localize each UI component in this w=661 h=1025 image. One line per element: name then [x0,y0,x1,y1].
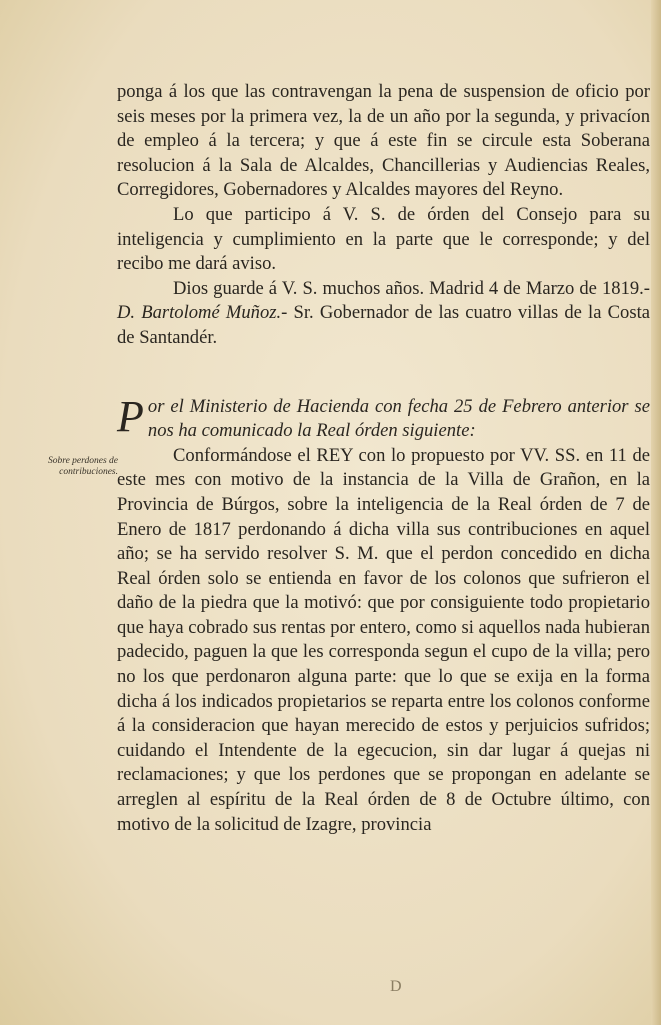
paragraph-closing [117,277,650,351]
closing-date: Dios guarde á V. S. muchos años. Madrid 4 de Marzo de 1819.- [173,277,650,299]
paragraph-body: Conformándose el REY con lo propuesto por VV. SS. en 11 de este mes con motivo de la instancia de la Villa de Grañon, en la Provincia de Búrgos, sobre la inteligencia de la Real órden de 7 de Enero de 1817 perdonando á dicha villa sus contribuciones en aquel año; se ha servido resolver S. M. que el perdon concedido en dicha Real órden solo se entienda en favor de los colonos que sufrieron el daño de la piedra que la motivó: que por consiguiente todo propietario que haya cobrado sus rentas por entero, como si aquellos nada hubieran padecido, paguen la que les corresponda segun el cupo de la villa; pero no los que perdonaron alguna parte: que lo que se exija en la forma dicha á los indicados propietarios se reparta entre los colonos conforme á la consideracion que hayan merecido de estos y perjuicios sufridos; cuidando el Intendente de la egecucion, sin dar lugar á quejas ni reclamaciones; y que los perdones que se propongan en adelante se arreglen al espíritu de la Real órden de 8 de Octubre último, con motivo de la solicitud de Izagre, provincia [117,444,650,835]
signature: D. Bartolomé Muñoz. [117,302,282,324]
page-edge [651,0,661,1025]
paragraph-participo: Lo que participo á V. S. de órden del Consejo para su inteligencia y cumplimiento en la parte que le corresponde; y del recibo me dará aviso. [117,203,650,275]
drop-cap: P [117,391,144,441]
section-gap [117,351,650,395]
page-signature-mark: D [390,978,402,995]
addressee: - Sr. Gobernador de las cuatro villas de la Costa de Santandér. [117,302,650,348]
margin-note: Sobre perdones de contribuciones. [47,456,118,477]
section-heading [117,391,650,444]
paragraph-continuation: ponga á los que las contravengan la pena de suspension de oficio por seis meses por la primera vez, la de un año por la segunda, y privacíon de empleo á la tercera; y que á este fin se circule esta Soberana resolucion á la Sala de Alcaldes, Chancillerias y Audiencias Reales, Corregidores, Gobernadores y Alcaldes mayores del Reyno. [117,81,650,201]
text-block [117,80,650,837]
heading-text: or el Ministerio de Hacienda con fecha 25 de Febrero anterior se nos ha comunicado la Real órden siguiente: [147,395,650,442]
